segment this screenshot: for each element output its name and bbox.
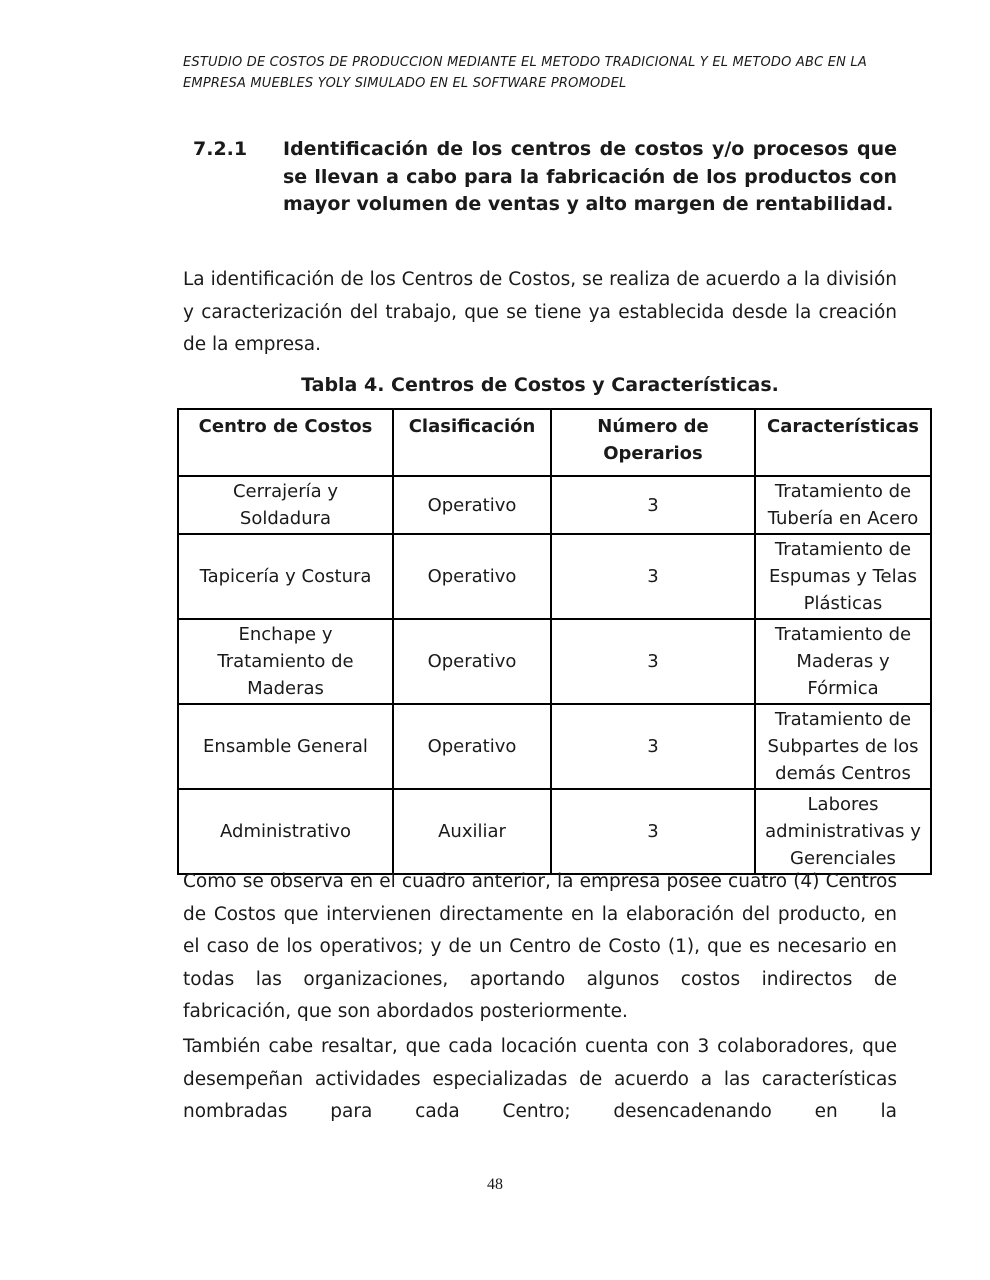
section-heading — [193, 136, 897, 219]
table-cell: 3 — [551, 534, 755, 619]
table-header-cell: Número de Operarios — [551, 409, 755, 476]
table-cell: 3 — [551, 704, 755, 789]
table-cell: Operativo — [393, 476, 551, 534]
table-cell: Ensamble General — [178, 704, 393, 789]
table-cell: 3 — [551, 476, 755, 534]
running-header-line2: EMPRESA MUEBLES YOLY SIMULADO EN EL SOFTWARE PROMODEL — [183, 76, 627, 91]
table-header-row — [178, 409, 931, 476]
table-row — [178, 789, 931, 874]
table-cell: Tratamiento de Tubería en Acero — [755, 476, 931, 534]
table-row — [178, 534, 931, 619]
table-row — [178, 704, 931, 789]
table-header-cell: Clasificación — [393, 409, 551, 476]
table-title: Tabla 4. Centros de Costos y Características. — [301, 374, 779, 396]
section-title: Identificación de los centros de costos y/o procesos que se llevan a cabo para la fabricación de los productos con mayor volumen de ventas y alto margen de rentabilidad. — [283, 138, 897, 215]
table-cell: Auxiliar — [393, 789, 551, 874]
table-header-cell: Centro de Costos — [178, 409, 393, 476]
table-cell: 3 — [551, 619, 755, 704]
table-body — [178, 476, 931, 874]
paragraph-closing: También cabe resaltar, que cada locación cuenta con 3 colaboradores, que desempeñan actividades especializadas de acuerdo a las características nombradas para cada Centro; desencadenando en la — [183, 1036, 897, 1122]
cost-centers-table — [177, 408, 932, 875]
table-cell: Enchape y Tratamiento de Maderas — [178, 619, 393, 704]
paragraph-intro: La identificación de los Centros de Costos, se realiza de acuerdo a la división y caracterización del trabajo, que se tiene ya establecida desde la creación de la empresa. — [183, 269, 897, 355]
running-header — [183, 52, 889, 94]
table-cell: Administrativo — [178, 789, 393, 874]
table-cell: Tratamiento de Espumas y Telas Plásticas — [755, 534, 931, 619]
table-cell: Tratamiento de Subpartes de los demás Centros — [755, 704, 931, 789]
table-header-cell: Características — [755, 409, 931, 476]
table-cell: Operativo — [393, 619, 551, 704]
table-cell: Cerrajería y Soldadura — [178, 476, 393, 534]
table-cell: Operativo — [393, 704, 551, 789]
table-row — [178, 619, 931, 704]
table-cell: Operativo — [393, 534, 551, 619]
table-cell: 3 — [551, 789, 755, 874]
paragraph-observation: Como se observa en el cuadro anterior, la empresa posee cuatro (4) Centros de Costos que intervienen directamente en la elaboración del producto, en el caso de los operativos; y de un Centro de Costo (1), que es necesario en todas las organizaciones, aportando algunos costos indirectos de fabricación, que son abordados posteriormente. — [183, 871, 897, 1022]
section-number: 7.2.1 — [193, 138, 248, 160]
table-row — [178, 476, 931, 534]
table-cell: Tratamiento de Maderas y Fórmica — [755, 619, 931, 704]
table-cell: Labores administrativas y Gerenciales — [755, 789, 931, 874]
page-number: 48 — [487, 1176, 503, 1193]
running-header-line1: ESTUDIO DE COSTOS DE PRODUCCION MEDIANTE EL METODO TRADICIONAL Y EL METODO ABC EN LA — [183, 55, 867, 70]
table-cell: Tapicería y Costura — [178, 534, 393, 619]
